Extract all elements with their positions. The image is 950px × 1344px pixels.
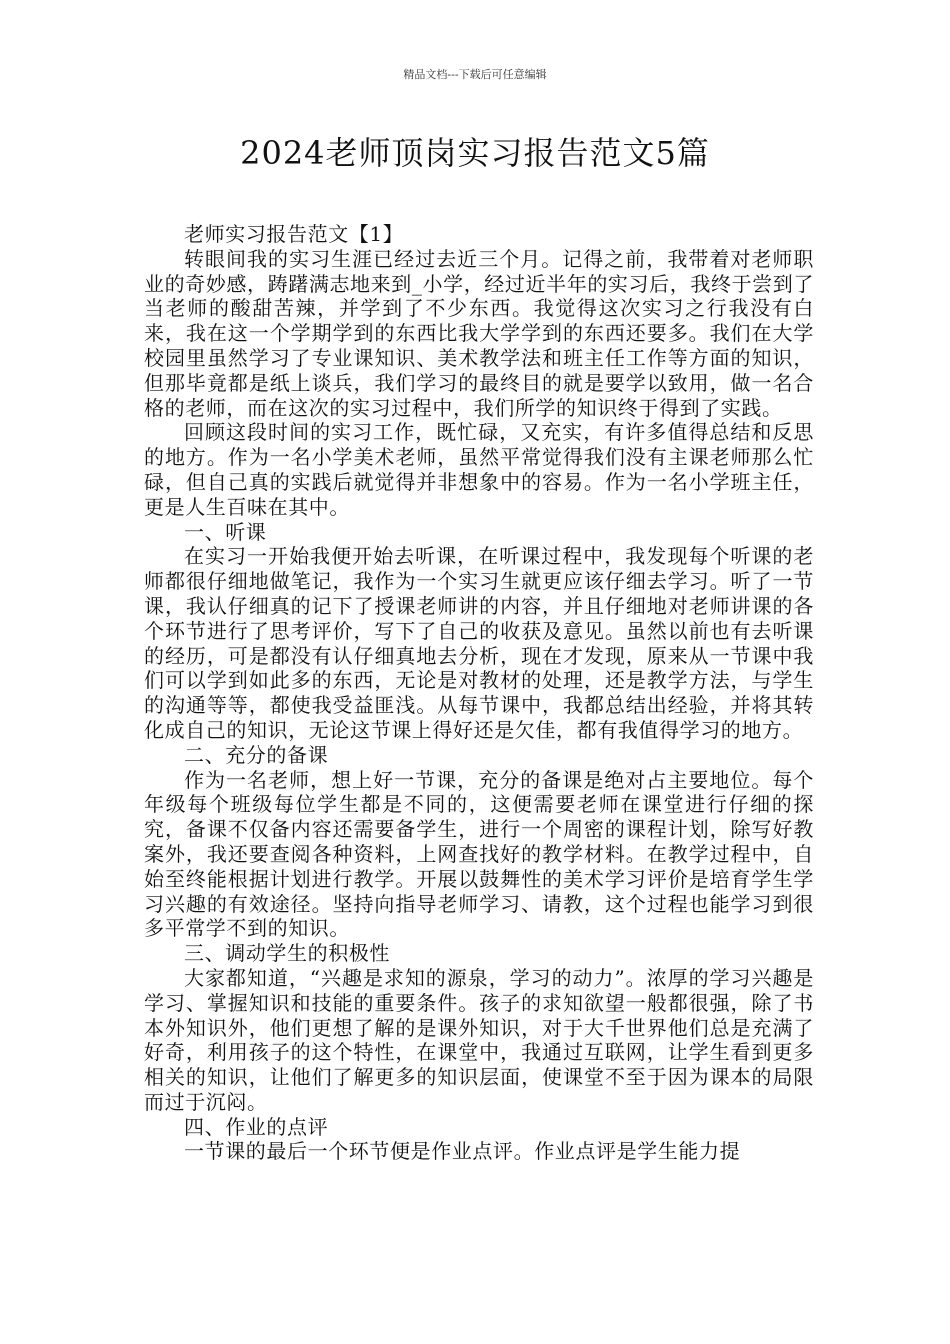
- paragraph: 一节课的最后一个环节便是作业点评。作业点评是学生能力提: [184, 1139, 741, 1164]
- subheading-preparation: 二、充分的备课: [184, 742, 329, 767]
- header-note: 精品文档---下载后可任意编辑: [403, 68, 547, 81]
- paragraph: 转眼间我的实习生涯已经过去近三个月。记得之前，我带着对老师职业的奇妙感，踌躇满志地来到_小学，经过近半年的实习后，我终于尝到了当老师的酸甜苦辣，并学到了不少东西。我觉得这次实习之行我没有白来，我在这一个学期学到的东西比我大学学到的东西还要多。我们在大学校园里虽然学习了专业课知识、美术教学法和班主任工作等方面的知识，但那毕竟都是纸上谈兵，我们学习的最终目的就是要学以致用，做一名合格的老师，而在这次的实习过程中，我们所学的知识终于得到了实践。: [144, 246, 814, 420]
- subheading-listening: 一、听课: [184, 519, 267, 544]
- subheading-homework-review: 四、作业的点评: [184, 1114, 329, 1139]
- paragraph: 回顾这段时间的实习工作，既忙碌，又充实，有许多值得总结和反思的地方。作为一名小学美术老师，虽然平常觉得我们没有主课老师那么忙碌，但自己真的实践后就觉得并非想象中的容易。作为一名小学班主任，更是人生百味在其中。: [144, 420, 814, 519]
- paragraph: 作为一名老师，想上好一节课，充分的备课是绝对占主要地位。每个年级每个班级每位学生都是不同的，这便需要老师在课堂进行仔细的探究，备课不仅备内容还需要备学生，进行一个周密的课程计划，除写好教案外，我还要查阅各种资料，上网查找好的教学材料。在教学过程中，自始至终能根据计划进行教学。开展以鼓舞性的美术学习评价是培育学生学习兴趣的有效途径。坚持向指导老师学习、请教，这个过程也能学习到很多平常学不到的知识。: [144, 767, 814, 941]
- paragraph: 大家都知道，“兴趣是求知的源泉，学习的动力”。浓厚的学习兴趣是学习、掌握知识和技能的重要条件。孩子的求知欲望一般都很强，除了书本外知识外，他们更想了解的是课外知识，对于大千世界他们总是充满了好奇，利用孩子的这个特性，在课堂中，我通过互联网，让学生看到更多相关的知识，让他们了解更多的知识层面，使课堂不至于因为课本的局限而过于沉闷。: [144, 965, 814, 1114]
- document-title: 2024老师顶岗实习报告范文5篇: [240, 134, 710, 172]
- subheading-motivation: 三、调动学生的积极性: [184, 941, 390, 966]
- paragraph: 在实习一开始我便开始去听课，在听课过程中，我发现每个听课的老师都很仔细地做笔记，我作为一个实习生就更应该仔细去学习。听了一节课，我认仔细真的记下了授课老师讲的内容，并且仔细地对老师讲课的各个环节进行了思考评价，写下了自己的收获及意见。虽然以前也有去听课的经历，可是都没有认仔细真地去分析，现在才发现，原来从一节课中我们可以学到如此多的东西，无论是对教材的处理，还是教学方法，与学生的沟通等等，都使我受益匪浅。从每节课中，我都总结出经验，并将其转化成自己的知识，无论这节课上得好还是欠佳，都有我值得学习的地方。: [144, 544, 814, 742]
- document-body: [144, 222, 814, 1164]
- section-label: 老师实习报告范文【1】: [184, 222, 404, 246]
